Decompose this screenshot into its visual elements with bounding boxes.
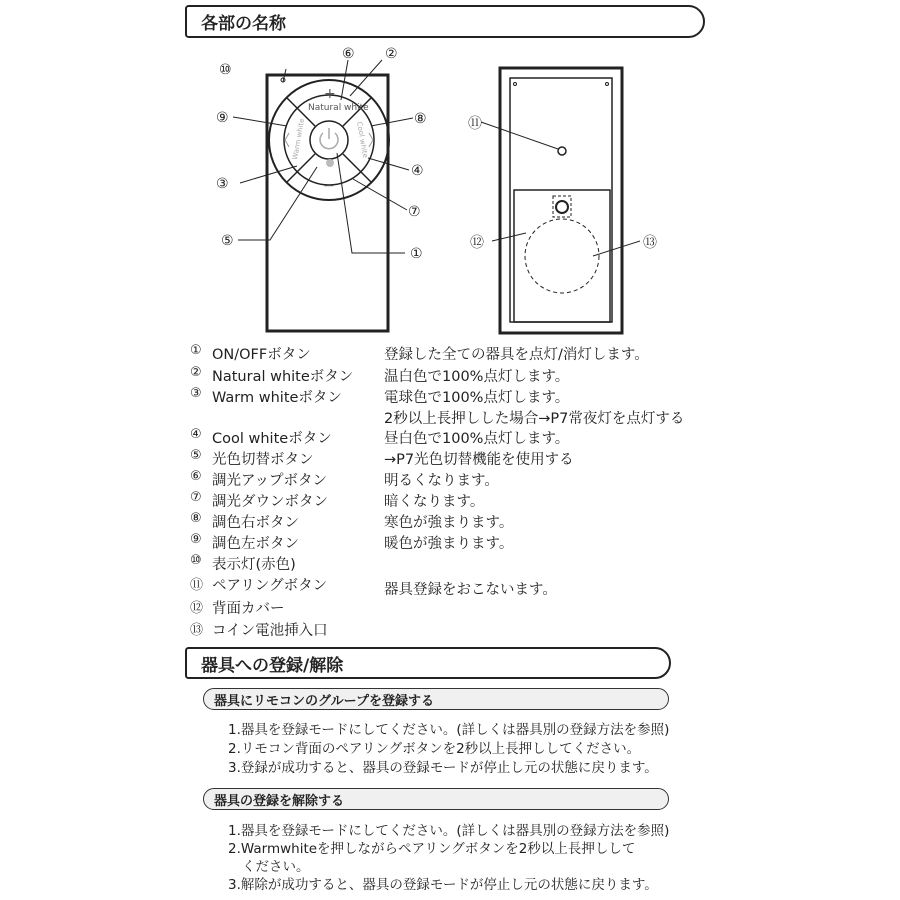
callout-2: ② xyxy=(385,46,398,62)
callout-1: ① xyxy=(410,246,423,262)
minus-label: − xyxy=(323,178,335,194)
part-number: ⑧ xyxy=(190,511,202,526)
part-number: ② xyxy=(190,365,202,380)
unregister-step-3: 3.解除が成功すると、器具の登録モードが停止し元の状態に戻ります。 xyxy=(228,877,658,893)
unregister-step-2: 2.Warmwhiteを押しながらペアリングボタンを2秒以上長押しして xyxy=(228,841,636,857)
register-step-2: 2.リモコン背面のペアリングボタンを2秒以上長押ししてください。 xyxy=(228,741,641,757)
part-number: ③ xyxy=(190,386,202,401)
part-number: ⑥ xyxy=(190,469,202,484)
part-desc: →P7光色切替機能を使用する xyxy=(384,452,574,468)
part-name: コイン電池挿入口 xyxy=(212,623,328,639)
callout-3: ③ xyxy=(216,176,229,192)
part-desc: 器具登録をおこないます。 xyxy=(384,582,557,598)
coin-battery-slot xyxy=(525,219,599,293)
warm-white-label: Warm white xyxy=(291,117,307,161)
callout-8: ⑧ xyxy=(414,111,427,127)
remote-diagrams xyxy=(0,0,900,345)
part-number: ⑬ xyxy=(190,623,204,638)
part-desc: 暖色が強まります。 xyxy=(384,536,514,552)
cool-white-label: Cool white xyxy=(355,120,370,159)
callout-10: ⑩ xyxy=(219,62,232,78)
callout-11: ⑪ xyxy=(468,116,482,132)
part-desc: 登録した全ての器具を点灯/消灯します。 xyxy=(384,347,649,363)
remote-front-body xyxy=(267,75,388,331)
part-name: Cool whiteボタン xyxy=(212,431,332,447)
natural-white-label: Natural white xyxy=(308,103,369,113)
part-name: ペアリングボタン xyxy=(212,578,328,594)
part-name: 表示灯(赤色) xyxy=(212,557,296,573)
part-number: ⑪ xyxy=(190,578,204,593)
pairing-button xyxy=(558,147,566,155)
part-name: 調光アップボタン xyxy=(212,473,327,489)
back-cover xyxy=(514,190,610,322)
part-name: 調色右ボタン xyxy=(212,515,299,531)
part-number: ④ xyxy=(190,427,202,442)
color-switch-icon xyxy=(326,159,334,167)
part-name: 背面カバー xyxy=(212,601,285,617)
part-number: ⑤ xyxy=(190,448,202,463)
part-number: ⑦ xyxy=(190,490,202,505)
callout-13: ⑬ xyxy=(643,235,657,251)
remote-back-diagram xyxy=(481,68,640,333)
part-desc: 温白色で100%点灯します。 xyxy=(384,369,570,385)
callout-5: ⑤ xyxy=(221,233,234,249)
part-number: ⑨ xyxy=(190,532,202,547)
part-name: Warm whiteボタン xyxy=(212,390,342,406)
part-desc: 寒色が強まります。 xyxy=(384,515,514,531)
callout-6: ⑥ xyxy=(342,46,355,62)
callout-12: ⑫ xyxy=(470,235,484,251)
part-number: ⑩ xyxy=(190,553,202,568)
unregister-step-1: 1.器具を登録モードにしてください。(詳しくは器具別の登録方法を参照) xyxy=(228,823,670,839)
register-step-3: 3.登録が成功すると、器具の登録モードが停止し元の状態に戻ります。 xyxy=(228,760,658,776)
part-number: ① xyxy=(190,343,202,358)
callout-4: ④ xyxy=(411,163,424,179)
callout-7: ⑦ xyxy=(408,204,421,220)
part-name: 調光ダウンボタン xyxy=(212,494,328,510)
callout-9: ⑨ xyxy=(216,110,229,126)
part-number: ⑫ xyxy=(190,601,204,616)
part-desc: 明るくなります。 xyxy=(384,473,499,489)
remote-front-diagram xyxy=(233,60,413,331)
part-desc: 昼白色で100%点灯します。 xyxy=(384,431,570,447)
section-header-registration: 器具への登録/解除 xyxy=(185,647,671,679)
part-desc: 暗くなります。 xyxy=(384,494,485,510)
part-name: 光色切替ボタン xyxy=(212,452,314,468)
part-name: Natural whiteボタン xyxy=(212,369,354,385)
part-desc: 電球色で100%点灯します。 xyxy=(384,390,570,406)
part-name: 調色左ボタン xyxy=(212,536,299,552)
subheader-register: 器具にリモコンのグループを登録する xyxy=(203,688,669,710)
power-button xyxy=(310,121,348,159)
power-icon xyxy=(320,128,338,149)
plus-label: + xyxy=(324,86,336,102)
part-name: ON/OFFボタン xyxy=(212,347,311,363)
register-step-1: 1.器具を登録モードにしてください。(詳しくは器具別の登録方法を参照) xyxy=(228,722,670,738)
section-header-part-names: 各部の名称 xyxy=(185,5,705,38)
unregister-step-2-cont: ください。 xyxy=(242,859,310,875)
subheader-unregister: 器具の登録を解除する xyxy=(203,788,669,810)
part-desc-2: 2秒以上長押しした場合→P7常夜灯を点灯する xyxy=(384,411,685,427)
